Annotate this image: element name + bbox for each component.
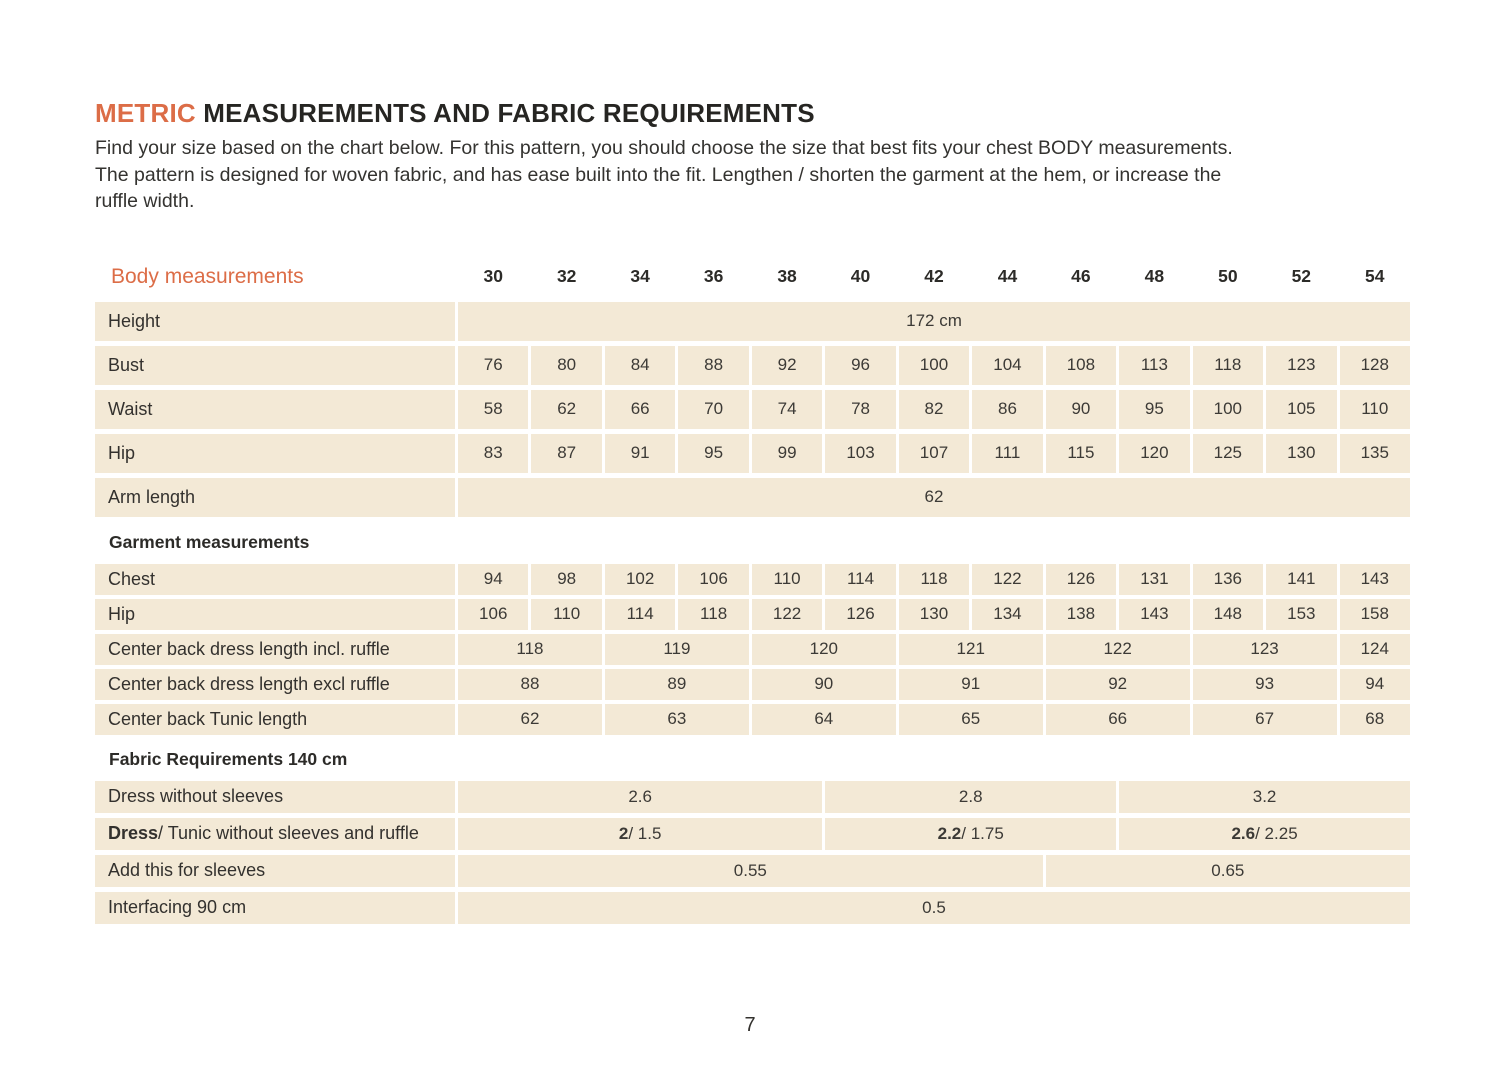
size-column-header: 34 [630, 266, 650, 286]
row-label: Arm length [95, 478, 455, 517]
table-cell: 64 [752, 704, 896, 735]
table-cell: 110 [1340, 390, 1410, 429]
table-cell: 84 [605, 346, 675, 385]
table-cell: 104 [972, 346, 1042, 385]
table-cell: 123 [1266, 346, 1336, 385]
table-cell: 106 [458, 599, 528, 630]
table-cell: 95 [678, 434, 748, 473]
table-row-chest [95, 564, 1410, 595]
table-cell: 122 [752, 599, 822, 630]
intro-line: Find your size based on the chart below. For this pattern, you should choose the size that best fits your chest BODY measurements. [95, 137, 1233, 159]
table-cell: 130 [899, 599, 969, 630]
page-content [95, 0, 1410, 929]
table-cell: 134 [972, 599, 1042, 630]
table-cell: 113 [1119, 346, 1189, 385]
row-label: Hip [95, 599, 455, 630]
table-cell: 58 [458, 390, 528, 429]
table-cell: 94 [458, 564, 528, 595]
table-cell: 141 [1266, 564, 1336, 595]
table-cell: 114 [605, 599, 675, 630]
table-cell: 2.2 / 1.75 [825, 818, 1116, 850]
table-cell: 65 [899, 704, 1043, 735]
row-label: Center back Tunic length [95, 704, 455, 735]
row-label: Bust [95, 346, 455, 385]
size-column-header: 52 [1291, 266, 1312, 286]
table-row-center-back-dress-length-excl-ruffle [95, 669, 1410, 700]
row-label: Center back dress length excl ruffle [95, 669, 455, 700]
table-row-interfacing-90-cm [95, 892, 1410, 924]
page-title-accent: METRIC [95, 98, 196, 128]
row-label: Add this for sleeves [95, 855, 455, 887]
table-row-height [95, 302, 1410, 341]
table-cell: 82 [899, 390, 969, 429]
table-cell: 118 [678, 599, 748, 630]
table-cell: 91 [605, 434, 675, 473]
table-cell: 126 [1046, 564, 1116, 595]
size-column-header: 30 [483, 266, 503, 286]
table-cell: 92 [752, 346, 822, 385]
row-label: Hip [95, 434, 455, 473]
table-cell: 115 [1046, 434, 1116, 473]
table-cell: 130 [1266, 434, 1336, 473]
table-cell: 111 [972, 434, 1042, 473]
size-column-header: 36 [703, 266, 724, 286]
table-cell: 0.65 [1046, 855, 1410, 887]
size-column-header: 50 [1218, 266, 1238, 286]
table-cell: 108 [1046, 346, 1116, 385]
table-cell: 143 [1340, 564, 1410, 595]
value-bold: 2.2 [937, 823, 962, 843]
table-cell: 102 [605, 564, 675, 595]
table-cell: 70 [678, 390, 748, 429]
table-cell: 131 [1119, 564, 1189, 595]
size-column-header: 54 [1365, 266, 1385, 286]
table-cell: 90 [752, 669, 896, 700]
table-cell: 62 [458, 704, 602, 735]
row-label: Height [95, 302, 455, 341]
table-cell: 110 [531, 599, 601, 630]
size-column-header: 46 [1071, 266, 1091, 286]
table-cell: 107 [899, 434, 969, 473]
value-bold: 2.6 [1231, 823, 1256, 843]
table-cell: 3.2 [1119, 781, 1410, 813]
table-cell: 93 [1193, 669, 1337, 700]
table-cell: 83 [458, 434, 528, 473]
intro-line: ruffle width. [95, 190, 195, 212]
table-cell: 148 [1193, 599, 1263, 630]
row-label: Waist [95, 390, 455, 429]
table-row-dress-tunic-without-sleeves-and-ruffle [95, 818, 1410, 850]
table-cell: 122 [1046, 634, 1190, 665]
table-header-label: Body measurements [111, 264, 304, 288]
size-column-header: 42 [924, 266, 944, 286]
table-cell: 119 [605, 634, 749, 665]
measurement-table [95, 255, 1410, 924]
table-cell: 88 [678, 346, 748, 385]
table-row-hip [95, 434, 1410, 473]
table-cell: 78 [825, 390, 895, 429]
table-cell: 92 [1046, 669, 1190, 700]
table-row-dress-without-sleeves [95, 781, 1410, 813]
table-cell: 67 [1193, 704, 1337, 735]
table-cell: 125 [1193, 434, 1263, 473]
page-number: 7 [744, 1014, 756, 1036]
table-cell: 122 [972, 564, 1042, 595]
table-cell: 135 [1340, 434, 1410, 473]
table-cell: 98 [531, 564, 601, 595]
table-cell: 138 [1046, 599, 1116, 630]
table-cell: 0.5 [458, 892, 1410, 924]
table-cell: 2.6 / 2.25 [1119, 818, 1410, 850]
table-cell: 118 [899, 564, 969, 595]
table-header-row [95, 255, 1410, 299]
table-cell: 91 [899, 669, 1043, 700]
size-column-header: 44 [997, 266, 1018, 286]
size-column-header: 32 [556, 266, 577, 286]
table-cell: 124 [1340, 634, 1410, 665]
table-cell: 158 [1340, 599, 1410, 630]
table-cell: 106 [678, 564, 748, 595]
table-row-arm-length [95, 478, 1410, 517]
table-cell: 62 [458, 478, 1410, 517]
section-header-fabric-requirements: Fabric Requirements 140 cm [109, 748, 348, 769]
table-row-center-back-dress-length-incl-ruffle [95, 634, 1410, 665]
table-cell: 66 [605, 390, 675, 429]
table-cell: 74 [752, 390, 822, 429]
table-cell: 94 [1340, 669, 1410, 700]
table-cell: 100 [1193, 390, 1263, 429]
table-cell: 63 [605, 704, 749, 735]
table-row-add-this-for-sleeves [95, 855, 1410, 887]
table-row-waist [95, 390, 1410, 429]
table-cell: 86 [972, 390, 1042, 429]
table-cell: 96 [825, 346, 895, 385]
table-cell: 128 [1340, 346, 1410, 385]
section-header-garment-measurements: Garment measurements [109, 531, 310, 552]
table-cell: 114 [825, 564, 895, 595]
table-cell: 105 [1266, 390, 1336, 429]
table-cell: 126 [825, 599, 895, 630]
row-label: Center back dress length incl. ruffle [95, 634, 455, 665]
table-row-bust [95, 346, 1410, 385]
intro-line: The pattern is designed for woven fabric, and has ease built into the fit. Lengthen / shorten the garment at the hem, or increase the [95, 163, 1222, 186]
size-column-header: 48 [1144, 266, 1165, 286]
table-cell: 95 [1119, 390, 1189, 429]
table-cell: 62 [531, 390, 601, 429]
table-cell: 118 [458, 634, 602, 665]
table-cell: 153 [1266, 599, 1336, 630]
row-label: Dress without sleeves [95, 781, 455, 813]
table-cell: 123 [1193, 634, 1337, 665]
table-cell: 88 [458, 669, 602, 700]
intro-paragraph [95, 135, 1410, 215]
table-cell: 68 [1340, 704, 1410, 735]
size-column-header: 40 [850, 266, 871, 286]
table-cell: 2.8 [825, 781, 1116, 813]
table-cell: 100 [899, 346, 969, 385]
table-cell: 66 [1046, 704, 1190, 735]
table-cell: 80 [531, 346, 601, 385]
table-cell: 2 / 1.5 [458, 818, 822, 850]
row-label: Interfacing 90 cm [95, 892, 455, 924]
row-label-bold: Dress [108, 823, 159, 843]
table-cell: 121 [899, 634, 1043, 665]
row-label: Dress / Tunic without sleeves and ruffle [95, 818, 455, 850]
size-column-header: 38 [777, 266, 797, 286]
table-cell: 136 [1193, 564, 1263, 595]
table-cell: 87 [531, 434, 601, 473]
table-cell: 110 [752, 564, 822, 595]
page-title-rest: MEASUREMENTS AND FABRIC REQUIREMENTS [195, 98, 815, 128]
table-row-center-back-tunic-length [95, 704, 1410, 735]
value-bold: 2 [618, 823, 629, 843]
table-cell: 76 [458, 346, 528, 385]
row-label: Chest [95, 564, 455, 595]
table-cell: 90 [1046, 390, 1116, 429]
table-cell: 89 [605, 669, 749, 700]
table-cell: 99 [752, 434, 822, 473]
table-cell: 118 [1193, 346, 1263, 385]
table-row-garment-hip [95, 599, 1410, 630]
table-cell: 143 [1119, 599, 1189, 630]
table-cell: 120 [752, 634, 896, 665]
table-cell: 2.6 [458, 781, 822, 813]
table-cell: 103 [825, 434, 895, 473]
table-cell: 172 cm [458, 302, 1410, 341]
table-cell: 0.55 [458, 855, 1043, 887]
page-title [95, 0, 1410, 128]
table-cell: 120 [1119, 434, 1189, 473]
